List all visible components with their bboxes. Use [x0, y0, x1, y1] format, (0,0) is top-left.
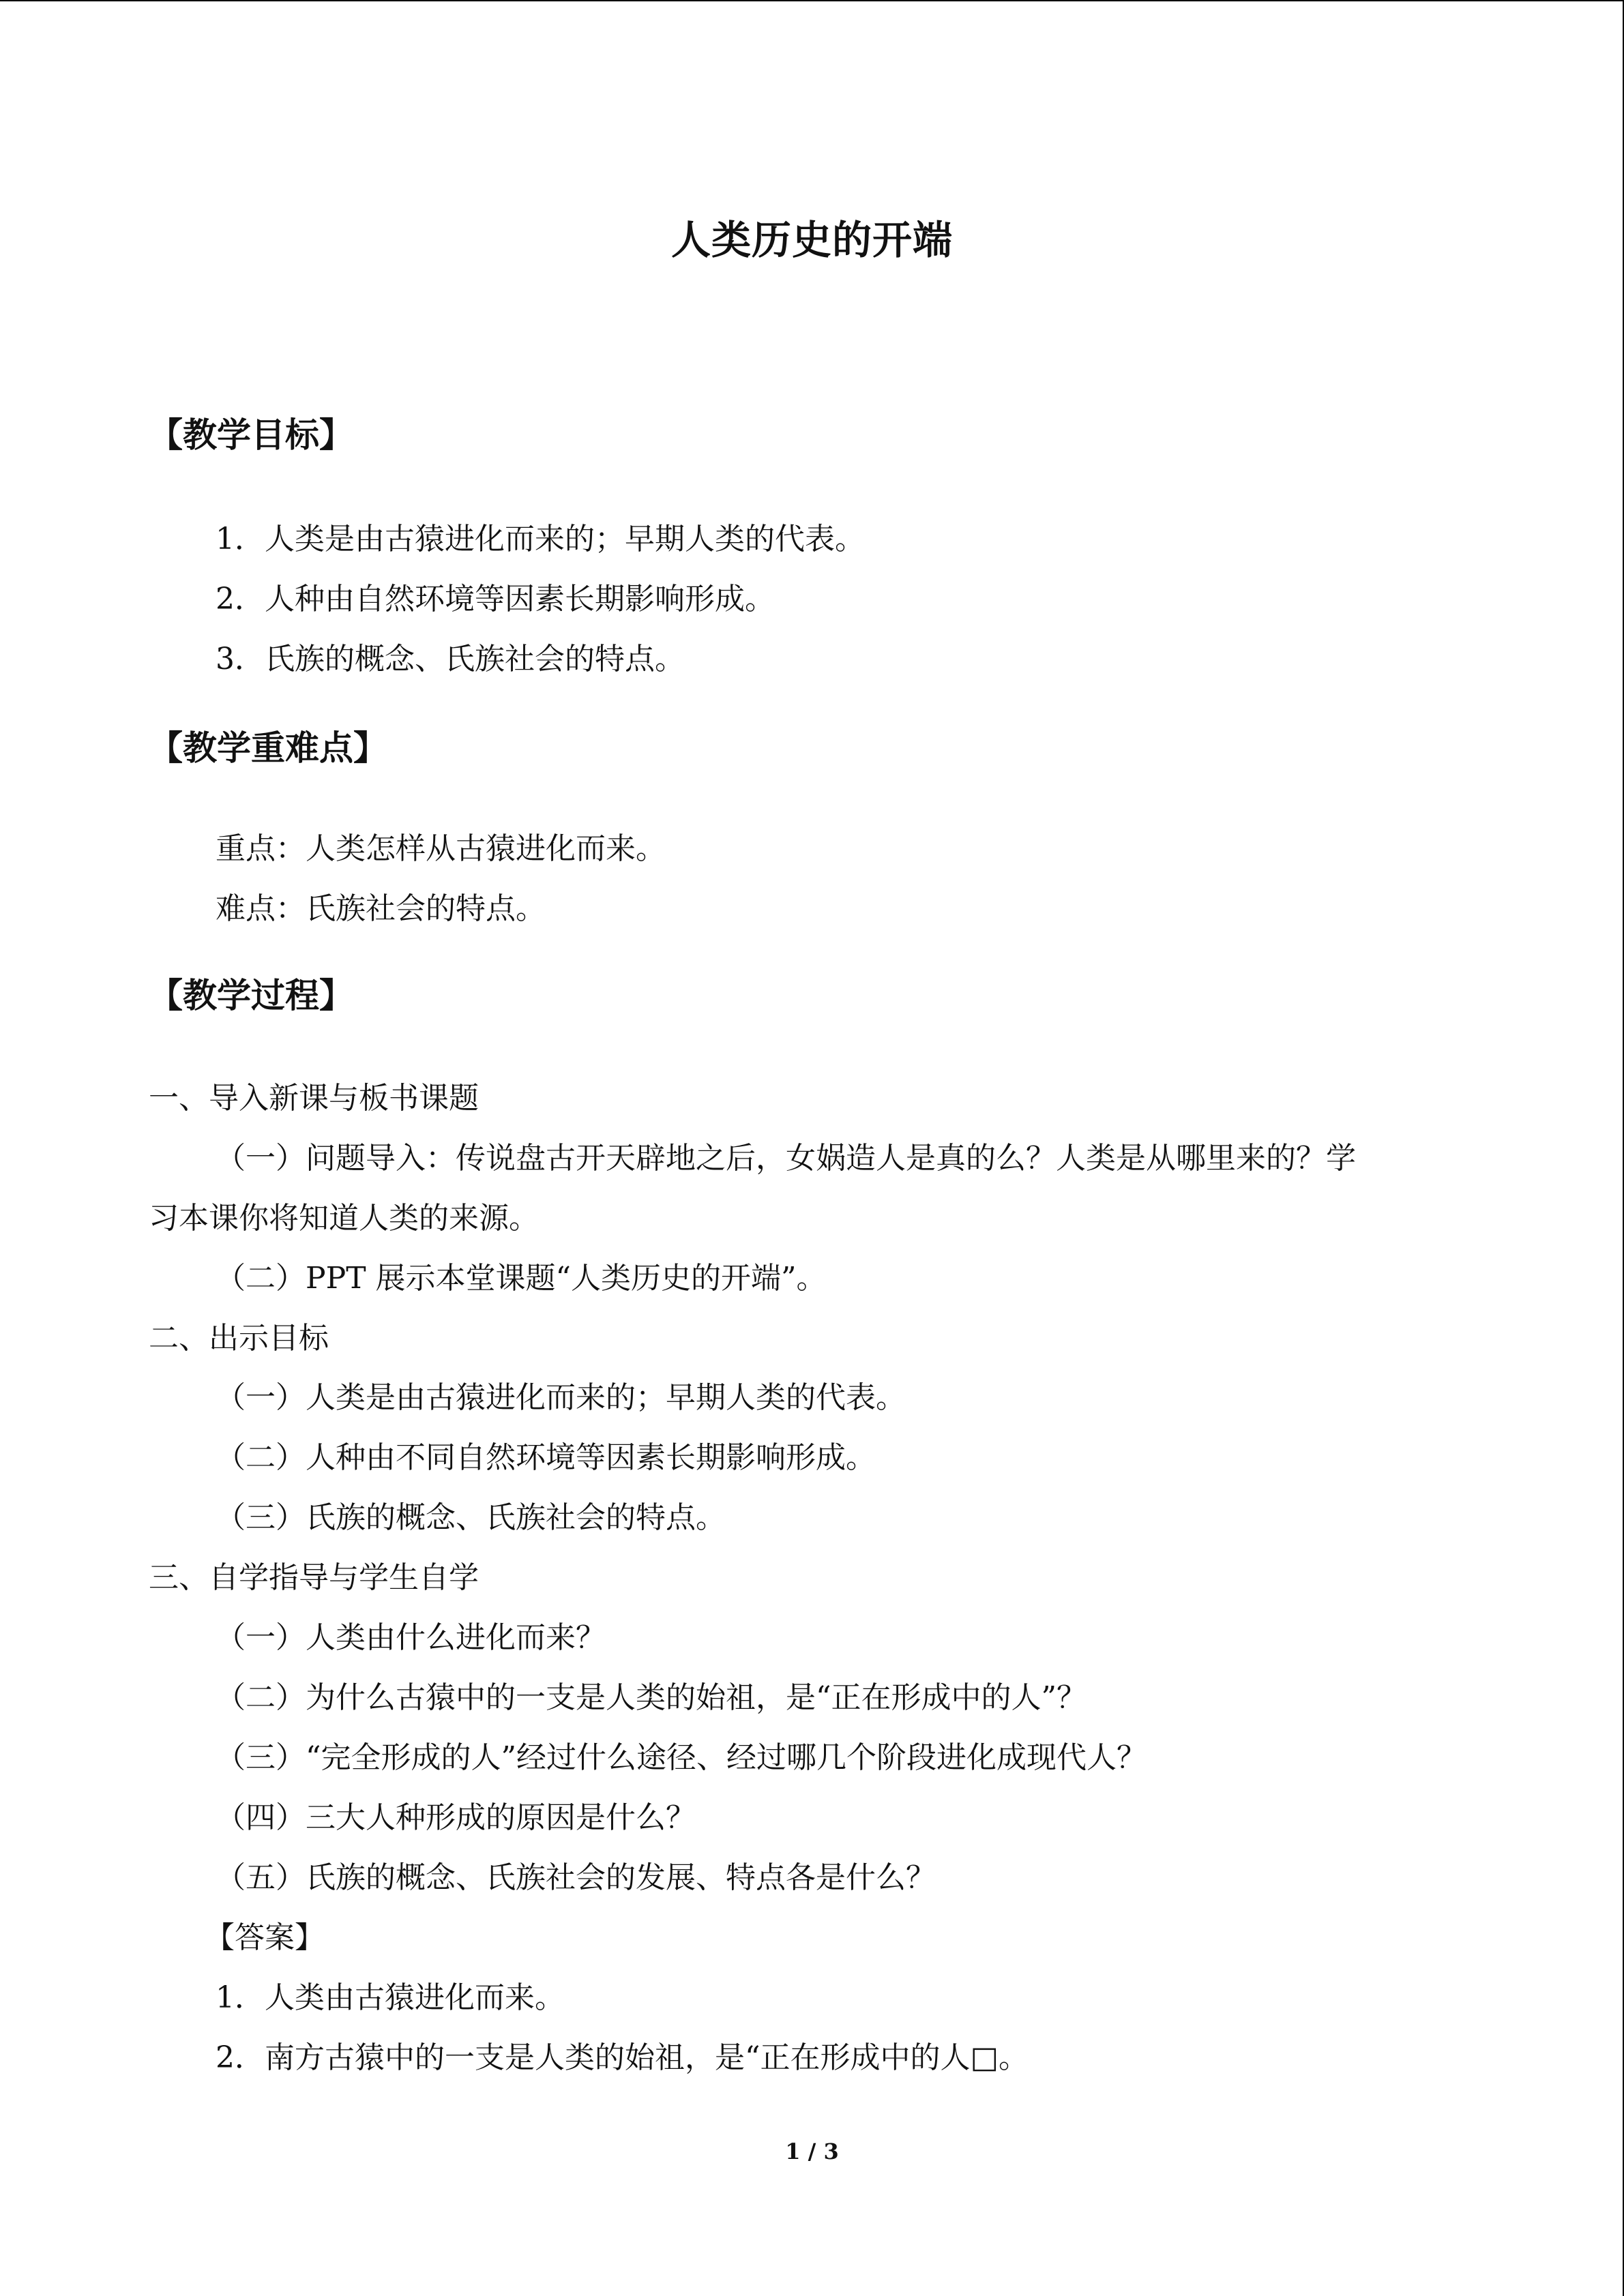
- goal-item: 3．氏族的概念、氏族社会的特点。: [216, 642, 685, 676]
- key-point-item: 难点：氏族社会的特点。: [216, 891, 546, 926]
- section-heading-process: 【教学过程】: [149, 976, 353, 1015]
- process-line: 一、导入新课与板书课题: [149, 1081, 479, 1116]
- process-line: （三）“完全形成的人”经过什么途径、经过哪几个阶段进化成现代人？: [216, 1740, 1147, 1775]
- process-line: （三）氏族的概念、氏族社会的特点。: [216, 1500, 726, 1535]
- process-line: （五）氏族的概念、氏族社会的发展、特点各是什么？: [216, 1860, 936, 1895]
- process-line: 二、出示目标: [149, 1321, 329, 1356]
- goal-item: 2．人种由自然环境等因素长期影响形成。: [216, 582, 775, 616]
- document-title: 人类历史的开端: [670, 217, 953, 263]
- process-line: （一）问题导入：传说盘古开天辟地之后，女娲造人是真的么？人类是从哪里来的？学: [216, 1141, 1356, 1176]
- process-line: （一）人类是由古猿进化而来的；早期人类的代表。: [216, 1380, 906, 1415]
- page-number: 1 / 3: [785, 2138, 839, 2164]
- process-line: （二）PPT 展示本堂课题“人类历史的开端”。: [216, 1261, 827, 1296]
- answer-item: 2．南方古猿中的一支是人类的始祖，是“正在形成中的人□。: [216, 2040, 1029, 2075]
- answer-item: 1．人类由古猿进化而来。: [216, 1980, 565, 2015]
- process-line: 习本课你将知道人类的来源。: [149, 1201, 539, 1236]
- process-line: （四）三大人种形成的原因是什么？: [216, 1800, 696, 1835]
- process-line: （二）人种由不同自然环境等因素长期影响形成。: [216, 1440, 876, 1475]
- section-heading-key-points: 【教学重难点】: [149, 728, 387, 768]
- goal-item: 1．人类是由古猿进化而来的；早期人类的代表。: [216, 522, 865, 556]
- process-line: （二）为什么古猿中的一支是人类的始祖，是“正在形成中的人”？: [216, 1680, 1087, 1715]
- process-line: 三、自学指导与学生自学: [149, 1560, 479, 1595]
- answer-heading: 【答案】: [205, 1920, 325, 1955]
- key-point-item: 重点：人类怎样从古猿进化而来。: [216, 831, 666, 866]
- section-heading-goals: 【教学目标】: [149, 415, 353, 455]
- process-line: （一）人类由什么进化而来？: [216, 1620, 606, 1655]
